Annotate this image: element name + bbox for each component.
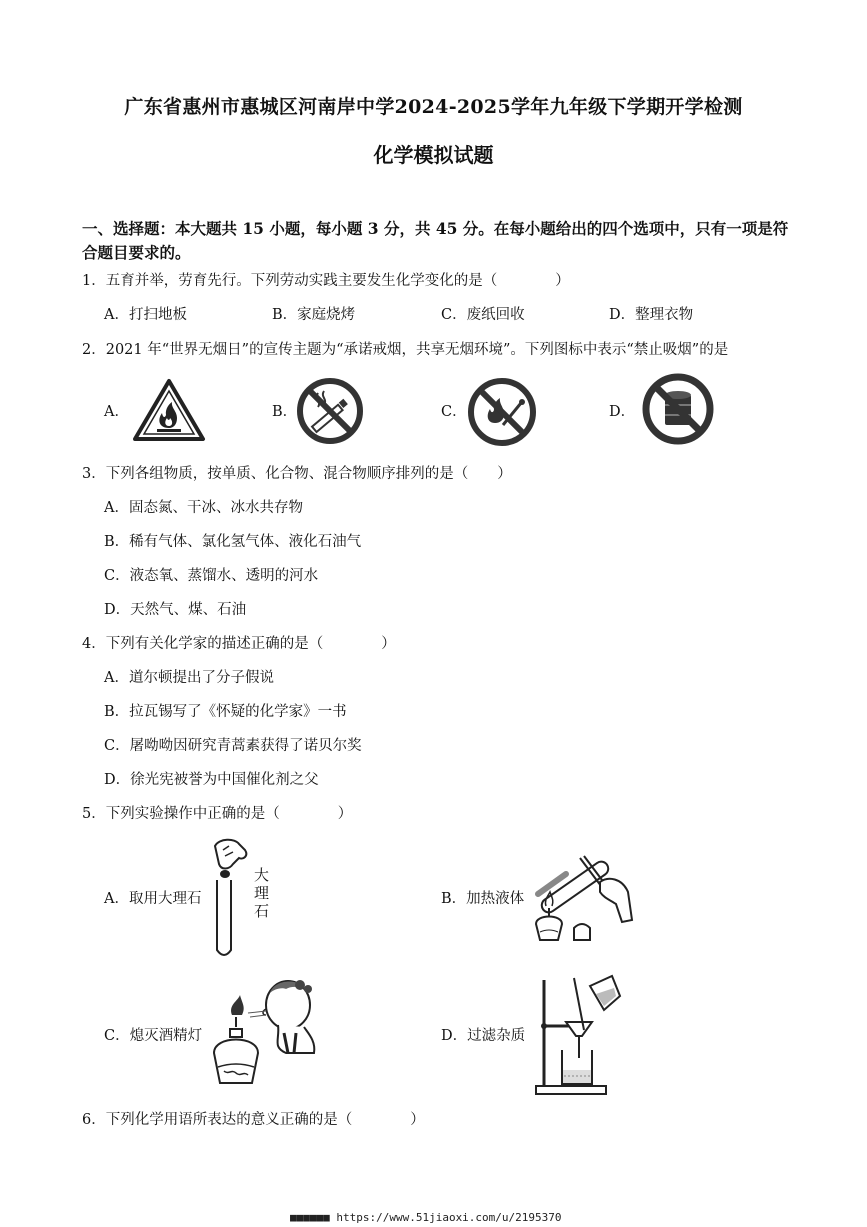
- marble-figure-label: 大 理 石: [254, 866, 270, 920]
- question-number: 6．: [82, 1112, 106, 1128]
- question-number: 1．: [82, 273, 106, 289]
- option-5a: A．取用大理石: [104, 891, 202, 907]
- flammable-warning-icon: [133, 378, 205, 442]
- question-text: 下列实验操作中正确的是（ ）: [105, 806, 353, 822]
- question-number: 3．: [82, 466, 106, 482]
- footer-watermark: ■■■■■■ https://www.51jiaoxi.com/u/2195370: [290, 1211, 562, 1224]
- filtration-figure: [530, 974, 630, 1098]
- option-1d: D．整理衣物: [609, 307, 694, 323]
- extinguish-lamp-figure: [208, 975, 328, 1095]
- section-heading: 一、选择题：本大题共 15 小题，每小题 3 分，共 45 分。在每小题给出的四个选项中，只有一项是符合题目要求的。: [82, 219, 789, 262]
- exam-subtitle: 化学模拟试题: [373, 143, 494, 167]
- question-5: [82, 804, 352, 824]
- option-2a-label: A．: [104, 404, 129, 420]
- option-2b-label: B．: [272, 404, 298, 420]
- option-5b: B．加热液体: [441, 891, 525, 907]
- question-6: [82, 1110, 425, 1130]
- option-2d-label: D．: [609, 404, 636, 420]
- option-3d: D．天然气、煤、石油: [104, 602, 247, 618]
- no-smoking-icon: [296, 377, 364, 445]
- question-text: 五育并举，劳育先行。下列劳动实践主要发生化学变化的是（ ）: [105, 273, 570, 289]
- option-1a: A．打扫地板: [104, 307, 187, 323]
- question-2: [82, 340, 728, 360]
- question-text: 下列有关化学家的描述正确的是（ ）: [105, 636, 396, 652]
- option-2c-label: C．: [441, 404, 467, 420]
- option-5c: C．熄灭酒精灯: [104, 1028, 203, 1044]
- heating-liquid-figure: [528, 848, 638, 948]
- exam-title: 广东省惠州市惠城区河南岸中学2024-2025学年九年级下学期开学检测: [124, 96, 743, 118]
- question-4: [82, 634, 396, 654]
- option-4a: A．道尔顿提出了分子假说: [104, 670, 274, 686]
- question-number: 5．: [82, 806, 106, 822]
- question-number: 4．: [82, 636, 106, 652]
- option-4b: B．拉瓦锡写了《怀疑的化学家》一书: [104, 704, 347, 720]
- option-3c: C．液态氧、蒸馏水、透明的河水: [104, 568, 319, 584]
- option-5d: D．过滤杂质: [441, 1028, 526, 1044]
- option-1b: B．家庭烧烤: [272, 307, 356, 323]
- marble-test-tube-figure: [205, 836, 285, 964]
- question-text: 2021 年“世界无烟日”的宣传主题为“承诺戒烟，共享无烟环境”。下列图标中表示“禁止吸烟”的是: [105, 342, 729, 358]
- option-4c: C．屠呦呦因研究青蒿素获得了诺贝尔奖: [104, 738, 362, 754]
- question-text: 下列各组物质，按单质、化合物、混合物顺序排列的是（ ）: [105, 466, 512, 482]
- option-4d: D．徐光宪被誉为中国催化剂之父: [104, 772, 319, 788]
- question-1: [82, 271, 570, 291]
- option-1c: C．废纸回收: [441, 307, 525, 323]
- option-3a: A．固态氮、干冰、冰水共存物: [104, 500, 303, 516]
- question-number: 2．: [82, 342, 106, 358]
- no-fireworks-icon: [640, 373, 716, 445]
- question-text: 下列化学用语所表达的意义正确的是（ ）: [105, 1112, 425, 1128]
- question-3: [82, 464, 512, 484]
- option-3b: B．稀有气体、氯化氢气体、液化石油气: [104, 534, 362, 550]
- no-open-flame-icon: [467, 377, 537, 447]
